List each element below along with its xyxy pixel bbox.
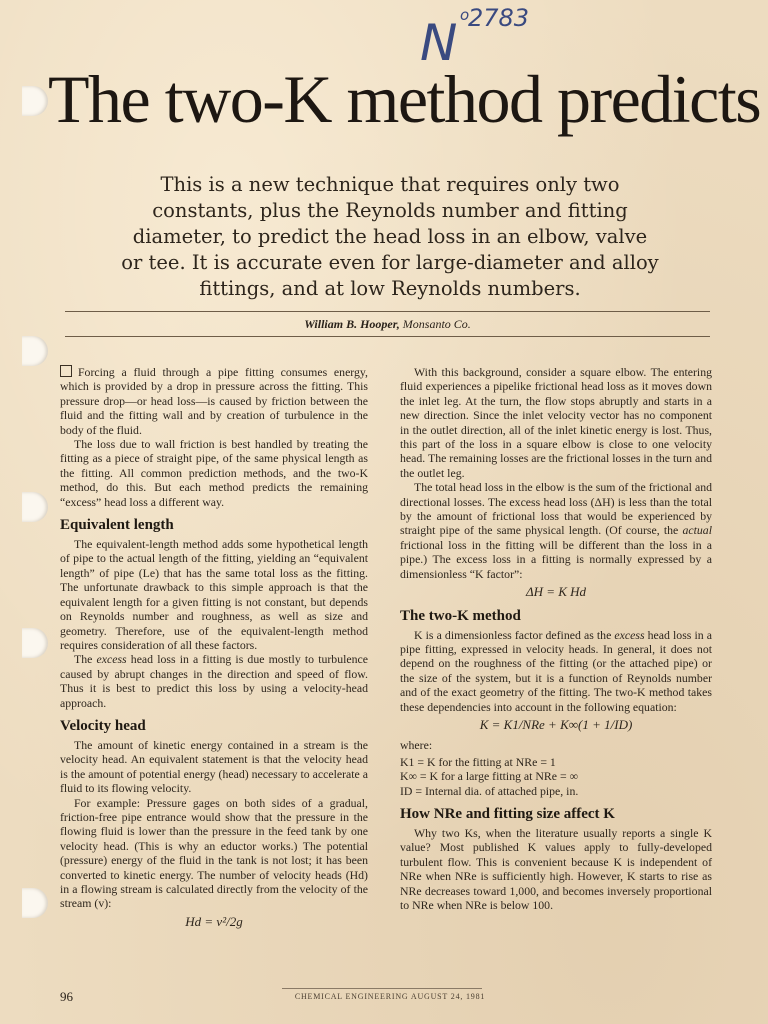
equation-k-factor: ΔH = K Hd <box>525 584 587 600</box>
handwritten-superscript: o <box>460 6 470 24</box>
paragraph: For example: Pressure gages on both sides of a gradual, friction-free pipe entrance would show that the pressure in the flowing fluid is lower than the pressure in the feed tank by one velocity head. (This is why an eductor works.) The potential (pressure) energy of the fluid in the tank is not lost; it has been converted to kinetic energy. The number of velocity heads (Hd) in a flowing stream is calculated directly from the velocity of the stream (v): <box>60 795 368 911</box>
paragraph: The total head loss in the elbow is the sum of the frictional and directional losses. The excess head loss (ΔH) is less than the total by the amount of frictional loss that would be experienced by straight pipe of the same physical length. (Of course, the actual frictional loss in the fitting will be different than the loss in a pipe.) The excess loss in a fitting is normally expressed by a dimensionless “K factor”: <box>400 480 712 581</box>
definition-k-infinity: K∞ = K for a large fitting at NRe = ∞ <box>400 769 578 784</box>
section-heading-two-k-method: The two-K method <box>400 607 521 624</box>
right-column <box>400 365 712 912</box>
byline-rule-top <box>65 311 710 312</box>
definition-k1: K1 = K for the fitting at NRe = 1 <box>400 754 556 769</box>
paragraph: The loss due to wall friction is best handled by treating the fitting as a piece of straight pipe, of the same physical length as the fitting. All common prediction methods, and the two-K method, do this. But each method predicts the remaining “excess” head loss a different way. <box>60 437 368 509</box>
section-heading-nre-fitting-size: How NRe and fitting size affect K <box>400 805 615 822</box>
equation-two-k: K = K1/NRe + K∞(1 + 1/ID) <box>479 716 633 732</box>
paragraph: K is a dimensionless factor defined as the excess head loss in a pipe fitting, expressed in velocity heads. In general, it does not depend on the roughness of the fitting (or the attached pipe) or the size of the system, but it is a function of Reynolds number and of the exact geometry of the fitting. The two-K method takes these dependencies into account in the following equation: <box>400 627 712 714</box>
paragraph: The amount of kinetic energy contained in a stream is the velocity head. An equivalent statement is that the velocity head is the amount of potential energy (head) necessary to accelerate a fluid to its flowing velocity. <box>60 737 368 796</box>
left-column <box>60 365 368 935</box>
definitions-list <box>400 755 712 798</box>
author-affiliation: Monsanto Co. <box>402 317 471 331</box>
where-label: where: <box>400 738 433 753</box>
section-heading-equivalent-length: Equivalent length <box>60 517 174 534</box>
paragraph: The excess head loss in a fitting is due mostly to turbulence caused by abrupt changes in the direction and speed of flow. Thus it is best to predict this loss by using a velocity-head approach. <box>60 652 368 710</box>
article-deck: This is a new technique that requires only two constants, plus the Reynolds number and fitting diameter, to predict the head loss in an elbow, valve or tee. It is accurate even for large-diameter and alloy fittings, and at low Reynolds numbers. <box>121 173 659 300</box>
checkbox-bullet-icon <box>60 365 72 377</box>
article-title: The two-K method predicts <box>48 61 761 137</box>
author-name: William B. Hooper, <box>304 317 400 331</box>
section-heading-velocity-head: Velocity head <box>60 717 146 734</box>
paragraph: With this background, consider a square elbow. The entering fluid experiences a pipelike frictional head loss as it moves down the inlet leg. At the turn, the flow stops abruptly and starts in a new direction. Since the inlet velocity vector has no component in the outlet direction, all of the inlet kinetic energy is lost. Thus, this part of the loss in a square elbow is close to one velocity head. The remaining losses are the frictional losses in the turn and the outlet leg. <box>400 365 712 480</box>
handwritten-n: N <box>420 14 458 72</box>
paragraph: Why two Ks, when the literature usually reports a single K value? Most published K values apply to fully-developed turbulent flow. This is convenient because K is independent of NRe when NRe is sufficiently high. However, K starts to rise as NRe decreases toward 1,000, and becomes inversely proportional to NRe when NRe is below 100. <box>400 825 712 912</box>
paragraph: The equivalent-length method adds some hypothetical length of pipe to the actual length of the fitting, yielding an “equivalent length” of pipe (Le) that has the same total loss as the fitting. The unfortunate drawback to this simple approach is that the equivalent length for a given fitting is not constant, but depends on Reynolds number and roughness, as well as size and geometry. Therefore, use of the equivalent-length method requires consideration of all these factors. <box>60 537 368 652</box>
page-number: 96 <box>60 989 73 1004</box>
handwritten-number: 2783 <box>468 4 530 32</box>
definition-id: ID = Internal dia. of attached pipe, in. <box>400 783 579 798</box>
footer-rule <box>282 988 482 989</box>
byline <box>65 317 710 332</box>
equation-velocity-head: Hd = v²/2g <box>185 913 243 929</box>
magazine-footer: CHEMICAL ENGINEERING AUGUST 24, 1981 <box>294 992 486 1001</box>
paragraph: Forcing a fluid through a pipe fitting consumes energy, which is provided by a drop in pressure across the fitting. This pressure drop—or head loss—is caused by friction between the fluid and the fitting wall and by creation of turbulence in the body of the fluid. <box>60 365 368 437</box>
byline-rule-bottom <box>65 336 710 337</box>
